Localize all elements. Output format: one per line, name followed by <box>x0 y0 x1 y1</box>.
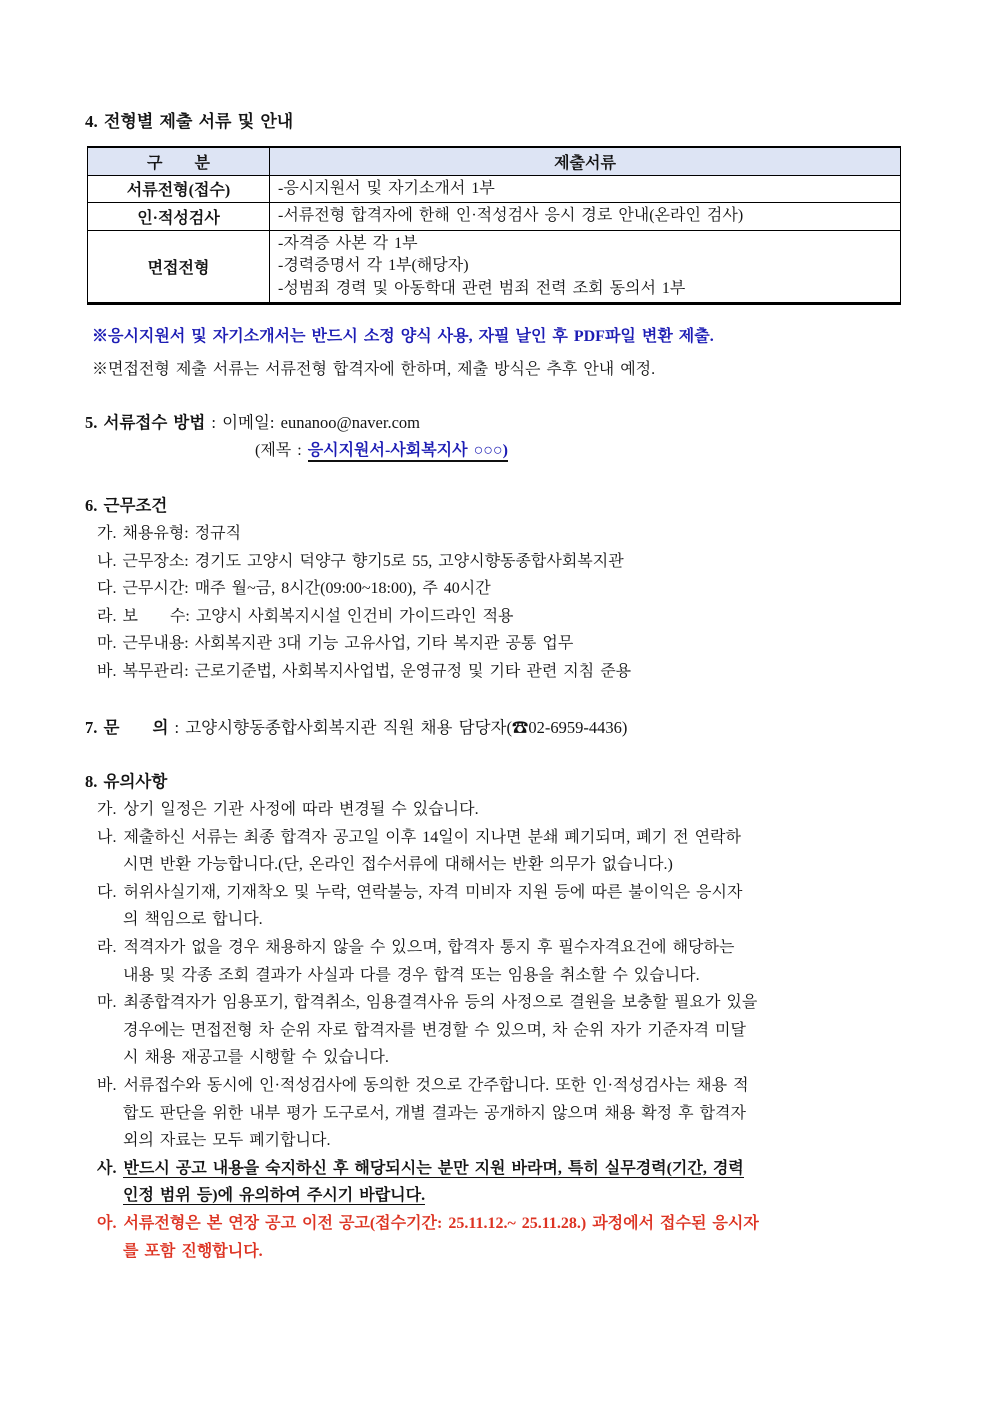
work-condition-item: 바. 복무관리: 근로기준법, 사회복지사업법, 운영규정 및 기타 관련 지침 준용 <box>97 662 632 680</box>
cell-line: -서류전형 합격자에 한해 인·적성검사 응시 경로 안내(온라인 검사) <box>278 207 744 224</box>
notice-item-da: 다. 허위사실기재, 기재착오 및 누락, 연락불능, 자격 미비자 지원 등에 따른 불이익은 응시자 의 책임으로 합니다. <box>97 883 743 929</box>
section-5-heading <box>85 409 907 437</box>
section-4-heading: 4. 전형별 제출 서류 및 안내 <box>85 112 294 131</box>
section-8-heading: 8. 유의사항 <box>85 772 168 791</box>
item-marker: 라. <box>97 938 117 956</box>
item-marker: 사. <box>97 1159 117 1177</box>
work-condition-item: 가. 채용유형: 정규직 <box>97 525 242 542</box>
submission-documents-table <box>87 146 901 305</box>
table-row-interview <box>88 230 901 304</box>
section-5-email: : 이메일: eunanoo@naver.com <box>205 413 420 432</box>
cell-line: -성범죄 경력 및 아동학대 관련 범죄 전력 조회 동의서 1부 <box>278 279 686 297</box>
work-condition-item: 나. 근무장소: 경기도 고양시 덕양구 향기5로 55, 고양시향동종합사회복지관 <box>97 552 624 570</box>
section-8 <box>85 768 907 1265</box>
work-condition-item: 라. 보 수: 고양시 사회복지시설 인건비 가이드라인 적용 <box>97 607 514 625</box>
notice-item-na: 나. 제출하신 서류는 최종 합격자 공고일 이후 14일이 지나면 분쇄 폐기되며, 폐기 전 연락하 시면 반환 가능합니다.(단, 온라인 접수서류에 대해서는 반환 의무가 없습니다.) <box>97 828 741 874</box>
table-row-document-screening <box>88 175 901 203</box>
notice-item-ra: 라. 적격자가 없을 경우 채용하지 않을 수 있으며, 합격자 통지 후 필수자격요건에 해당하는 내용 및 각종 조회 결과가 사실과 다를 경우 합격 또는 임용을 취소할 수 있습니다. <box>97 938 735 984</box>
row-label: 인·적성검사 <box>88 203 270 231</box>
cell-line: -응시지원서 및 자기소개서 1부 <box>278 179 495 197</box>
notice-item-ma: 마. 최종합격자가 임용포기, 합격취소, 임용결격사유 등의 사정으로 결원을 보충할 필요가 있을 경우에는 면접전형 차 순위 자로 합격자를 변경할 수 있으며, 차 순위 자가 기준자격 미달 시 채용 재공고를 시행할 수 있습니다. <box>97 994 758 1067</box>
item-marker: 마. <box>97 994 117 1012</box>
section-5-title: 5. 서류접수 방법 <box>85 413 206 432</box>
section-6-heading: 6. 근무조건 <box>85 496 168 515</box>
section-7-heading <box>85 714 907 742</box>
item-marker: 바. <box>97 1076 117 1094</box>
row-content <box>270 203 901 231</box>
item-marker: 다. <box>97 883 117 901</box>
notice-item-ba: 바. 서류접수와 동시에 인·적성검사에 동의한 것으로 간주합니다. 또한 인·적성검사는 채용 적 합도 판단을 위한 내부 평가 도구로서, 개별 결과는 공개하지 않으며 채용 확정 후 합격자 외의 자료는 모두 폐기합니다. <box>97 1076 749 1150</box>
contact-info: : 고양시향동종합사회복지관 직원 채용 담당자(☎02-6959-4436) <box>168 718 628 737</box>
table-header-category: 구 분 <box>88 147 270 175</box>
row-label: 면접전형 <box>88 230 270 304</box>
subject-format-text: 응시지원서-사회복지사 ○○○) <box>308 442 508 462</box>
email-subject-line <box>85 437 907 465</box>
cell-line: -경력증명서 각 1부(해당자) <box>278 257 469 274</box>
notice-item-a-red-alert: 아. 서류전형은 본 연장 공고 이전 공고(접수기간: 25.11.12.~ 25.11.28.) 과정에서 접수된 응시자 를 포함 진행합니다. <box>97 1214 759 1260</box>
row-label: 서류전형(접수) <box>88 175 270 203</box>
section-6 <box>85 492 907 685</box>
notice-item-ga: 가. 상기 일정은 기관 사정에 따라 변경될 수 있습니다. <box>97 801 479 818</box>
section-4-notes <box>85 320 907 386</box>
row-content <box>270 230 901 304</box>
section-5 <box>85 409 907 465</box>
row-content <box>270 175 901 203</box>
table-row-aptitude-test <box>88 203 901 231</box>
item-marker: 가. <box>97 801 117 818</box>
subject-prefix: (제목 : <box>255 442 308 459</box>
table-header-row <box>88 147 901 175</box>
item-marker: 나. <box>97 828 117 846</box>
notice-item-sa-emphasized: 사. 반드시 공고 내용을 숙지하신 후 해당되시는 분만 지원 바라며, 특히 실무경력(기간, 경력 인정 범위 등)에 유의하여 주시기 바랍니다. <box>97 1159 744 1205</box>
work-condition-item: 마. 근무내용: 사회복지관 3대 기능 고유사업, 기타 복지관 공통 업무 <box>97 635 574 652</box>
note-pdf-submission: ※응시지원서 및 자기소개서는 반드시 소정 양식 사용, 자필 날인 후 PDF파일 변환 제출. <box>92 328 714 345</box>
cell-line: -자격증 사본 각 1부 <box>278 234 418 252</box>
table-header-documents: 제출서류 <box>270 147 901 175</box>
note-interview-documents: ※면접전형 제출 서류는 서류전형 합격자에 한하며, 제출 방식은 추후 안내 예정. <box>92 361 656 378</box>
item-marker: 아. <box>97 1214 117 1232</box>
section-7 <box>85 714 907 742</box>
work-condition-item: 다. 근무시간: 매주 월~금, 8시간(09:00~18:00), 주 40시간 <box>97 580 491 597</box>
section-7-title: 7. 문 의 <box>85 718 169 737</box>
